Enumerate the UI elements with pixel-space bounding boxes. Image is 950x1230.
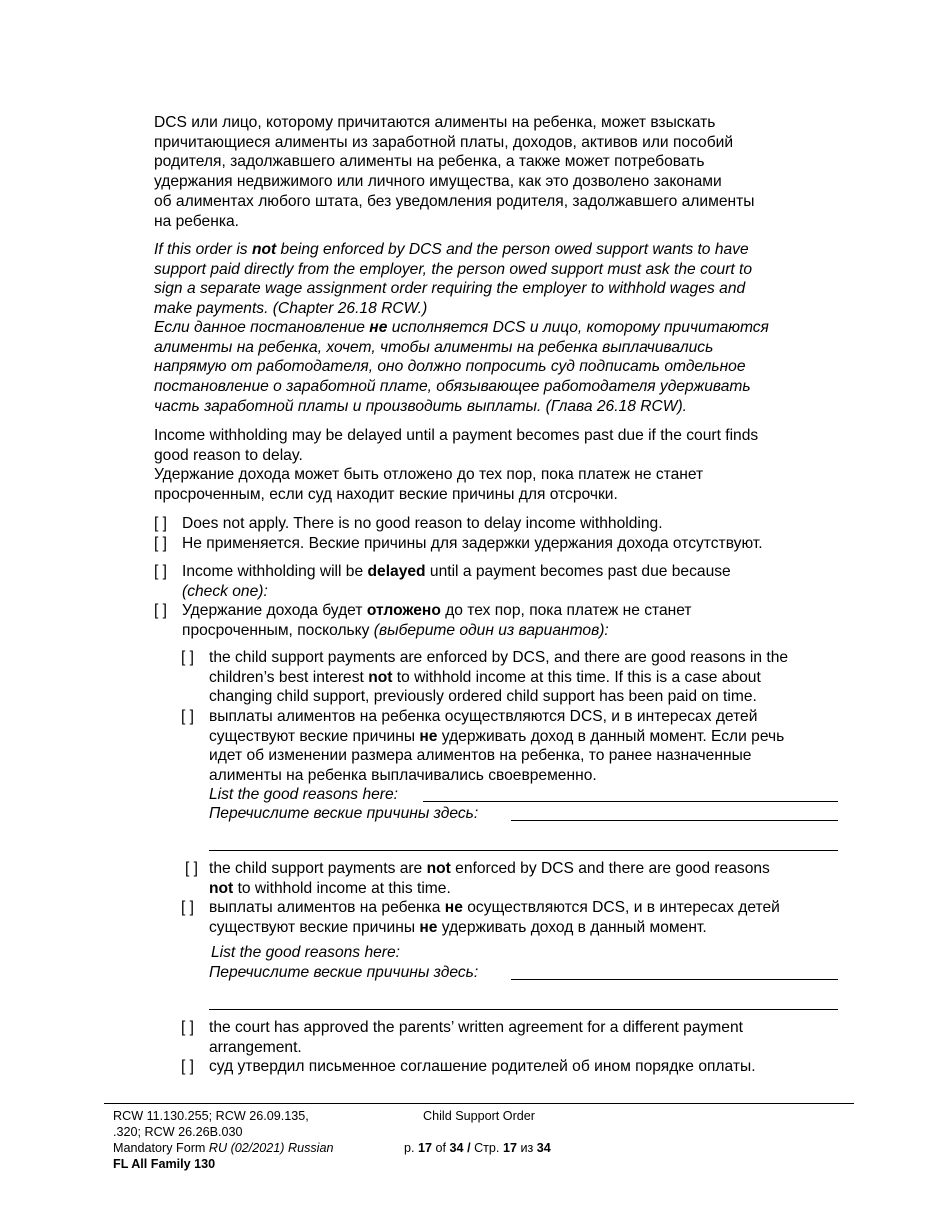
checkbox[interactable]: [ ] [181, 708, 194, 725]
text-span: удерживать доход в данный момент. [437, 918, 707, 936]
text-line [209, 918, 780, 938]
text-line: arrangement. [209, 1038, 302, 1056]
text-span: из [520, 1141, 534, 1155]
mandatory-form-label [113, 1140, 403, 1156]
text-line [154, 318, 854, 338]
page-number [404, 1140, 551, 1156]
bold-text: not [251, 241, 277, 258]
reasons-label-en: List the good reasons here: [209, 786, 398, 803]
suboption-label-ru [209, 898, 780, 937]
delay-paragraph [154, 426, 854, 505]
suboption-label-ru [209, 707, 784, 786]
option-label-en: Does not apply. There is no good reason to delay income withholding. [182, 515, 663, 532]
text-span: being enforced by DCS and the person owed support wants to have [276, 241, 749, 258]
bold-text: 34 [536, 1141, 551, 1155]
option-label-ru [182, 601, 692, 640]
checkbox[interactable]: [ ] [185, 860, 198, 877]
rcw-citation: RCW 11.130.255; RCW 26.09.135, [113, 1109, 309, 1123]
footer-left [113, 1108, 403, 1172]
text-span: просроченным, поскольку [182, 621, 374, 639]
italic-text: (выберите один из вариантов): [373, 621, 609, 639]
text-span: children’s best interest [209, 668, 369, 686]
bold-text: не [444, 899, 463, 916]
text-line: удержания недвижимого или личного имущества, как это дозволено законами [154, 173, 722, 191]
text-span: до тех пор, пока платеж не станет [440, 602, 692, 619]
checkbox[interactable]: [ ] [154, 535, 167, 552]
checkbox[interactable]: [ ] [154, 515, 167, 532]
text-line: the court has approved the parents’ written agreement for a different payment [209, 1019, 743, 1036]
bold-text: 34 [449, 1141, 464, 1155]
reasons-input-line[interactable] [209, 850, 838, 851]
text-span: If this order is [154, 241, 252, 258]
bold-text: not [368, 668, 393, 686]
text-line: родителя, задолжавшего алименты на ребенка, а также может потребовать [154, 153, 705, 171]
italic-text: RU (02/2021) Russian [208, 1141, 334, 1155]
bold-text: отложено [366, 602, 441, 619]
text-line: good reason to delay. [154, 446, 303, 464]
wage-assignment-paragraph-ru [154, 318, 854, 417]
text-line: алименты на ребенка, хочет, чтобы алименты на ребенка выплачивались [154, 338, 714, 356]
reasons-label-en: List the good reasons here: [211, 944, 400, 961]
text-line [182, 601, 692, 621]
text-line: Income withholding may be delayed until a payment becomes past due if the court finds [154, 427, 759, 444]
option-label-ru: Не применяется. Веские причины для задержки удержания дохода отсутствуют. [182, 535, 763, 552]
text-line [182, 621, 692, 641]
text-span: until a payment becomes past due because [425, 563, 731, 580]
text-span: выплаты алиментов на ребенка [209, 899, 445, 916]
bold-text: delayed [367, 563, 426, 580]
text-line [209, 898, 780, 918]
text-line: алименты на ребенка выплачивались своевременно. [209, 767, 597, 785]
bold-text: 17 [418, 1141, 433, 1155]
form-id: FL All Family 130 [113, 1157, 216, 1171]
text-span: существуют веские причины [209, 918, 420, 936]
checkbox[interactable]: [ ] [154, 602, 167, 619]
reasons-label-ru: Перечислите веские причины здесь: [209, 805, 479, 822]
text-line: выплаты алиментов на ребенка осуществляются DCS, и в интересах детей [209, 708, 758, 725]
checkbox[interactable]: [ ] [181, 1058, 194, 1075]
bold-text: not [209, 879, 234, 897]
text-line [182, 562, 731, 582]
bold-text: 17 [502, 1141, 517, 1155]
checkbox[interactable]: [ ] [181, 649, 194, 666]
text-line: идет об изменении размера алиментов на ребенка, то ранее назначенные [209, 747, 752, 765]
text-line: напрямую от работодателя, оно должно попросить суд подписать отдельное [154, 358, 746, 376]
text-line: DCS или лицо, которому причитаются алименты на ребенка, может взыскать [154, 114, 716, 131]
text-span: enforced by DCS and there are good reasons [450, 860, 770, 877]
text-line: Удержание дохода может быть отложено до тех пор, пока платеж не станет [154, 466, 704, 484]
option-label-en [182, 562, 731, 601]
text-line: make payments. (Chapter 26.18 RCW.) [154, 300, 428, 318]
text-span: Стр. [474, 1141, 500, 1155]
intro-paragraph-ru [154, 113, 854, 231]
text-line: об алиментах любого штата, без уведомления родителя, задолжавшего алименты [154, 192, 755, 210]
text-line [209, 727, 784, 747]
footer-title: Child Support Order [423, 1109, 535, 1123]
text-line [209, 879, 770, 899]
text-span: осуществляются DCS, и в интересах детей [462, 899, 780, 916]
reasons-input-line[interactable] [209, 1009, 838, 1010]
suboption-label-en [209, 859, 770, 898]
text-span: p. [404, 1141, 415, 1155]
checkbox[interactable]: [ ] [181, 1019, 194, 1036]
suboption-label-ru: суд утвердил письменное соглашение родителей об ином порядке оплаты. [209, 1058, 756, 1075]
text-span: исполняется DCS и лицо, которому причитаются [387, 319, 769, 336]
text-line: причитающиеся алименты из заработной платы, доходов, активов или пособий [154, 133, 734, 151]
text-span: Удержание дохода будет [182, 602, 367, 619]
bold-text: не [419, 727, 438, 745]
text-line: часть заработной платы и производить выплаты. (Глава 26.18 RCW). [154, 397, 687, 415]
text-span: Mandatory Form [113, 1141, 209, 1155]
text-span: the child support payments are [209, 860, 427, 877]
text-line [154, 240, 854, 260]
reasons-label-ru: Перечислите веские причины здесь: [209, 964, 479, 981]
text-span: существуют веские причины [209, 727, 420, 745]
check-one-note: (check one): [182, 582, 268, 600]
checkbox[interactable]: [ ] [181, 899, 194, 916]
text-span: to withhold income at this time. If this is a case about [392, 668, 761, 686]
reasons-input-line[interactable] [511, 820, 838, 821]
text-span: of [435, 1141, 447, 1155]
bold-text: / [467, 1141, 471, 1155]
text-span: Income withholding will be [182, 563, 368, 580]
text-span: удерживать доход в данный момент. Если речь [437, 727, 785, 745]
reasons-input-line[interactable] [511, 979, 838, 980]
text-line [209, 859, 770, 879]
bold-text: не [369, 319, 388, 336]
text-line: the child support payments are enforced by DCS, and there are good reasons in the [209, 649, 789, 666]
text-line [209, 668, 788, 688]
text-span: Если данное постановление [154, 319, 370, 336]
bold-text: не [419, 918, 438, 936]
footer-divider [104, 1103, 854, 1104]
bold-text: not [426, 860, 451, 877]
text-span: to withhold income at this time. [233, 879, 451, 897]
suboption-label-en [209, 648, 788, 707]
wage-assignment-paragraph-en [154, 240, 854, 319]
checkbox[interactable]: [ ] [154, 563, 167, 580]
text-line: просроченным, если суд находит веские причины для отсрочки. [154, 486, 618, 504]
rcw-citation: .320; RCW 26.26B.030 [113, 1125, 243, 1139]
text-line: support paid directly from the employer, the person owed support must ask the court to [154, 260, 753, 278]
reasons-input-line[interactable] [423, 801, 838, 802]
text-line: на ребенка. [154, 212, 239, 230]
text-line: sign a separate wage assignment order requiring the employer to withhold wages and [154, 280, 746, 298]
text-line: постановление о заработной плате, обязывающее работодателя удерживать [154, 378, 751, 396]
suboption-label-en [209, 1018, 743, 1057]
text-line: changing child support, previously ordered child support has been paid on time. [209, 688, 757, 706]
